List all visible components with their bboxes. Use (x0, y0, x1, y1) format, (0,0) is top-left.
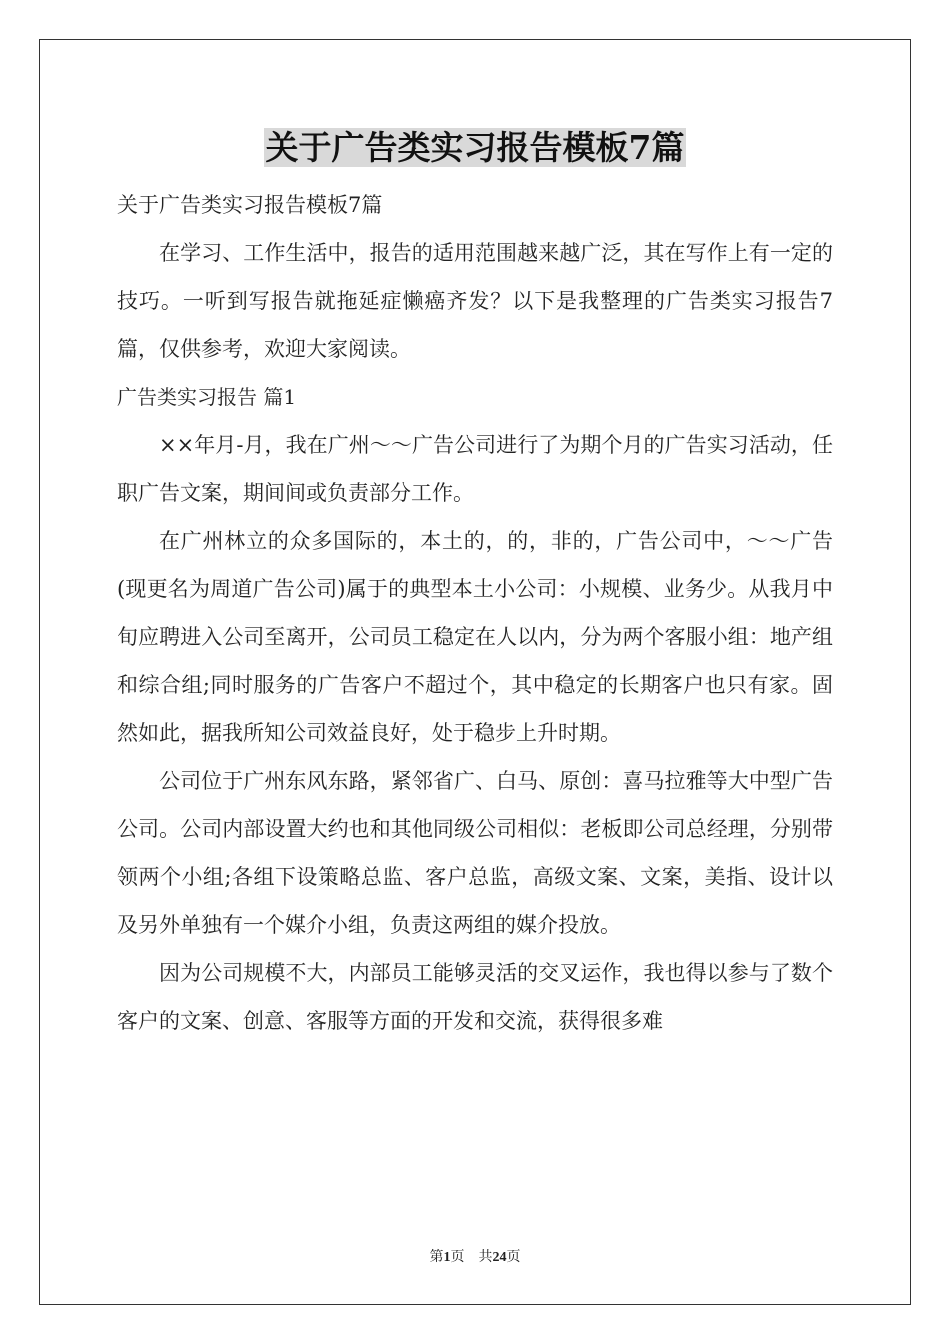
body-paragraph: 在广州林立的众多国际的，本土的，的，非的，广告公司中，～～广告(现更名为周道广告公司)属于的典型本土小公司：小规模、业务少。从我月中旬应聘进入公司至离开，公司员工稳定在人以内，分为两个客服小组：地产组和综合组;同时服务的广告客户不超过个，其中稳定的长期客户也只有家。固然如此，据我所知公司效益良好，处于稳步上升时期。 (117, 529, 833, 745)
body-paragraph: 因为公司规模不大，内部员工能够灵活的交叉运作，我也得以参与了数个客户的文案、创意、客服等方面的开发和交流，获得很多难 (117, 961, 833, 1033)
intro-paragraph: 在学习、工作生活中，报告的适用范围越来越广泛，其在写作上有一定的技巧。一听到写报告就拖延症懒癌齐发？以下是我整理的广告类实习报告7篇，仅供参考，欢迎大家阅读。 (117, 241, 833, 361)
document-subtitle: 关于广告类实习报告模板7篇 (117, 193, 383, 217)
document-title-text: 关于广告类实习报告模板7篇 (265, 128, 685, 167)
page-mid: 页 共 (450, 1250, 493, 1265)
page-prefix: 第 (429, 1250, 444, 1265)
document-title (0, 124, 950, 172)
page-current: 1 (443, 1250, 451, 1265)
section-heading: 广告类实习报告 篇1 (117, 385, 297, 409)
page-suffix: 页 (506, 1250, 521, 1265)
body-paragraph: ××年月-月，我在广州～～广告公司进行了为期个月的广告实习活动，任职广告文案，期间间或负责部分工作。 (117, 433, 833, 505)
page-total: 24 (492, 1250, 507, 1265)
body-paragraph: 公司位于广州东风东路，紧邻省广、白马、原创：喜马拉雅等大中型广告公司。公司内部设置大约也和其他同级公司相似：老板即公司总经理，分别带领两个小组;各组下设策略总监、客户总监，高级文案、文案，美指、设计以及另外单独有一个媒介小组，负责这两组的媒介投放。 (117, 769, 833, 937)
page-footer (0, 1246, 950, 1266)
document-body (117, 181, 833, 1045)
